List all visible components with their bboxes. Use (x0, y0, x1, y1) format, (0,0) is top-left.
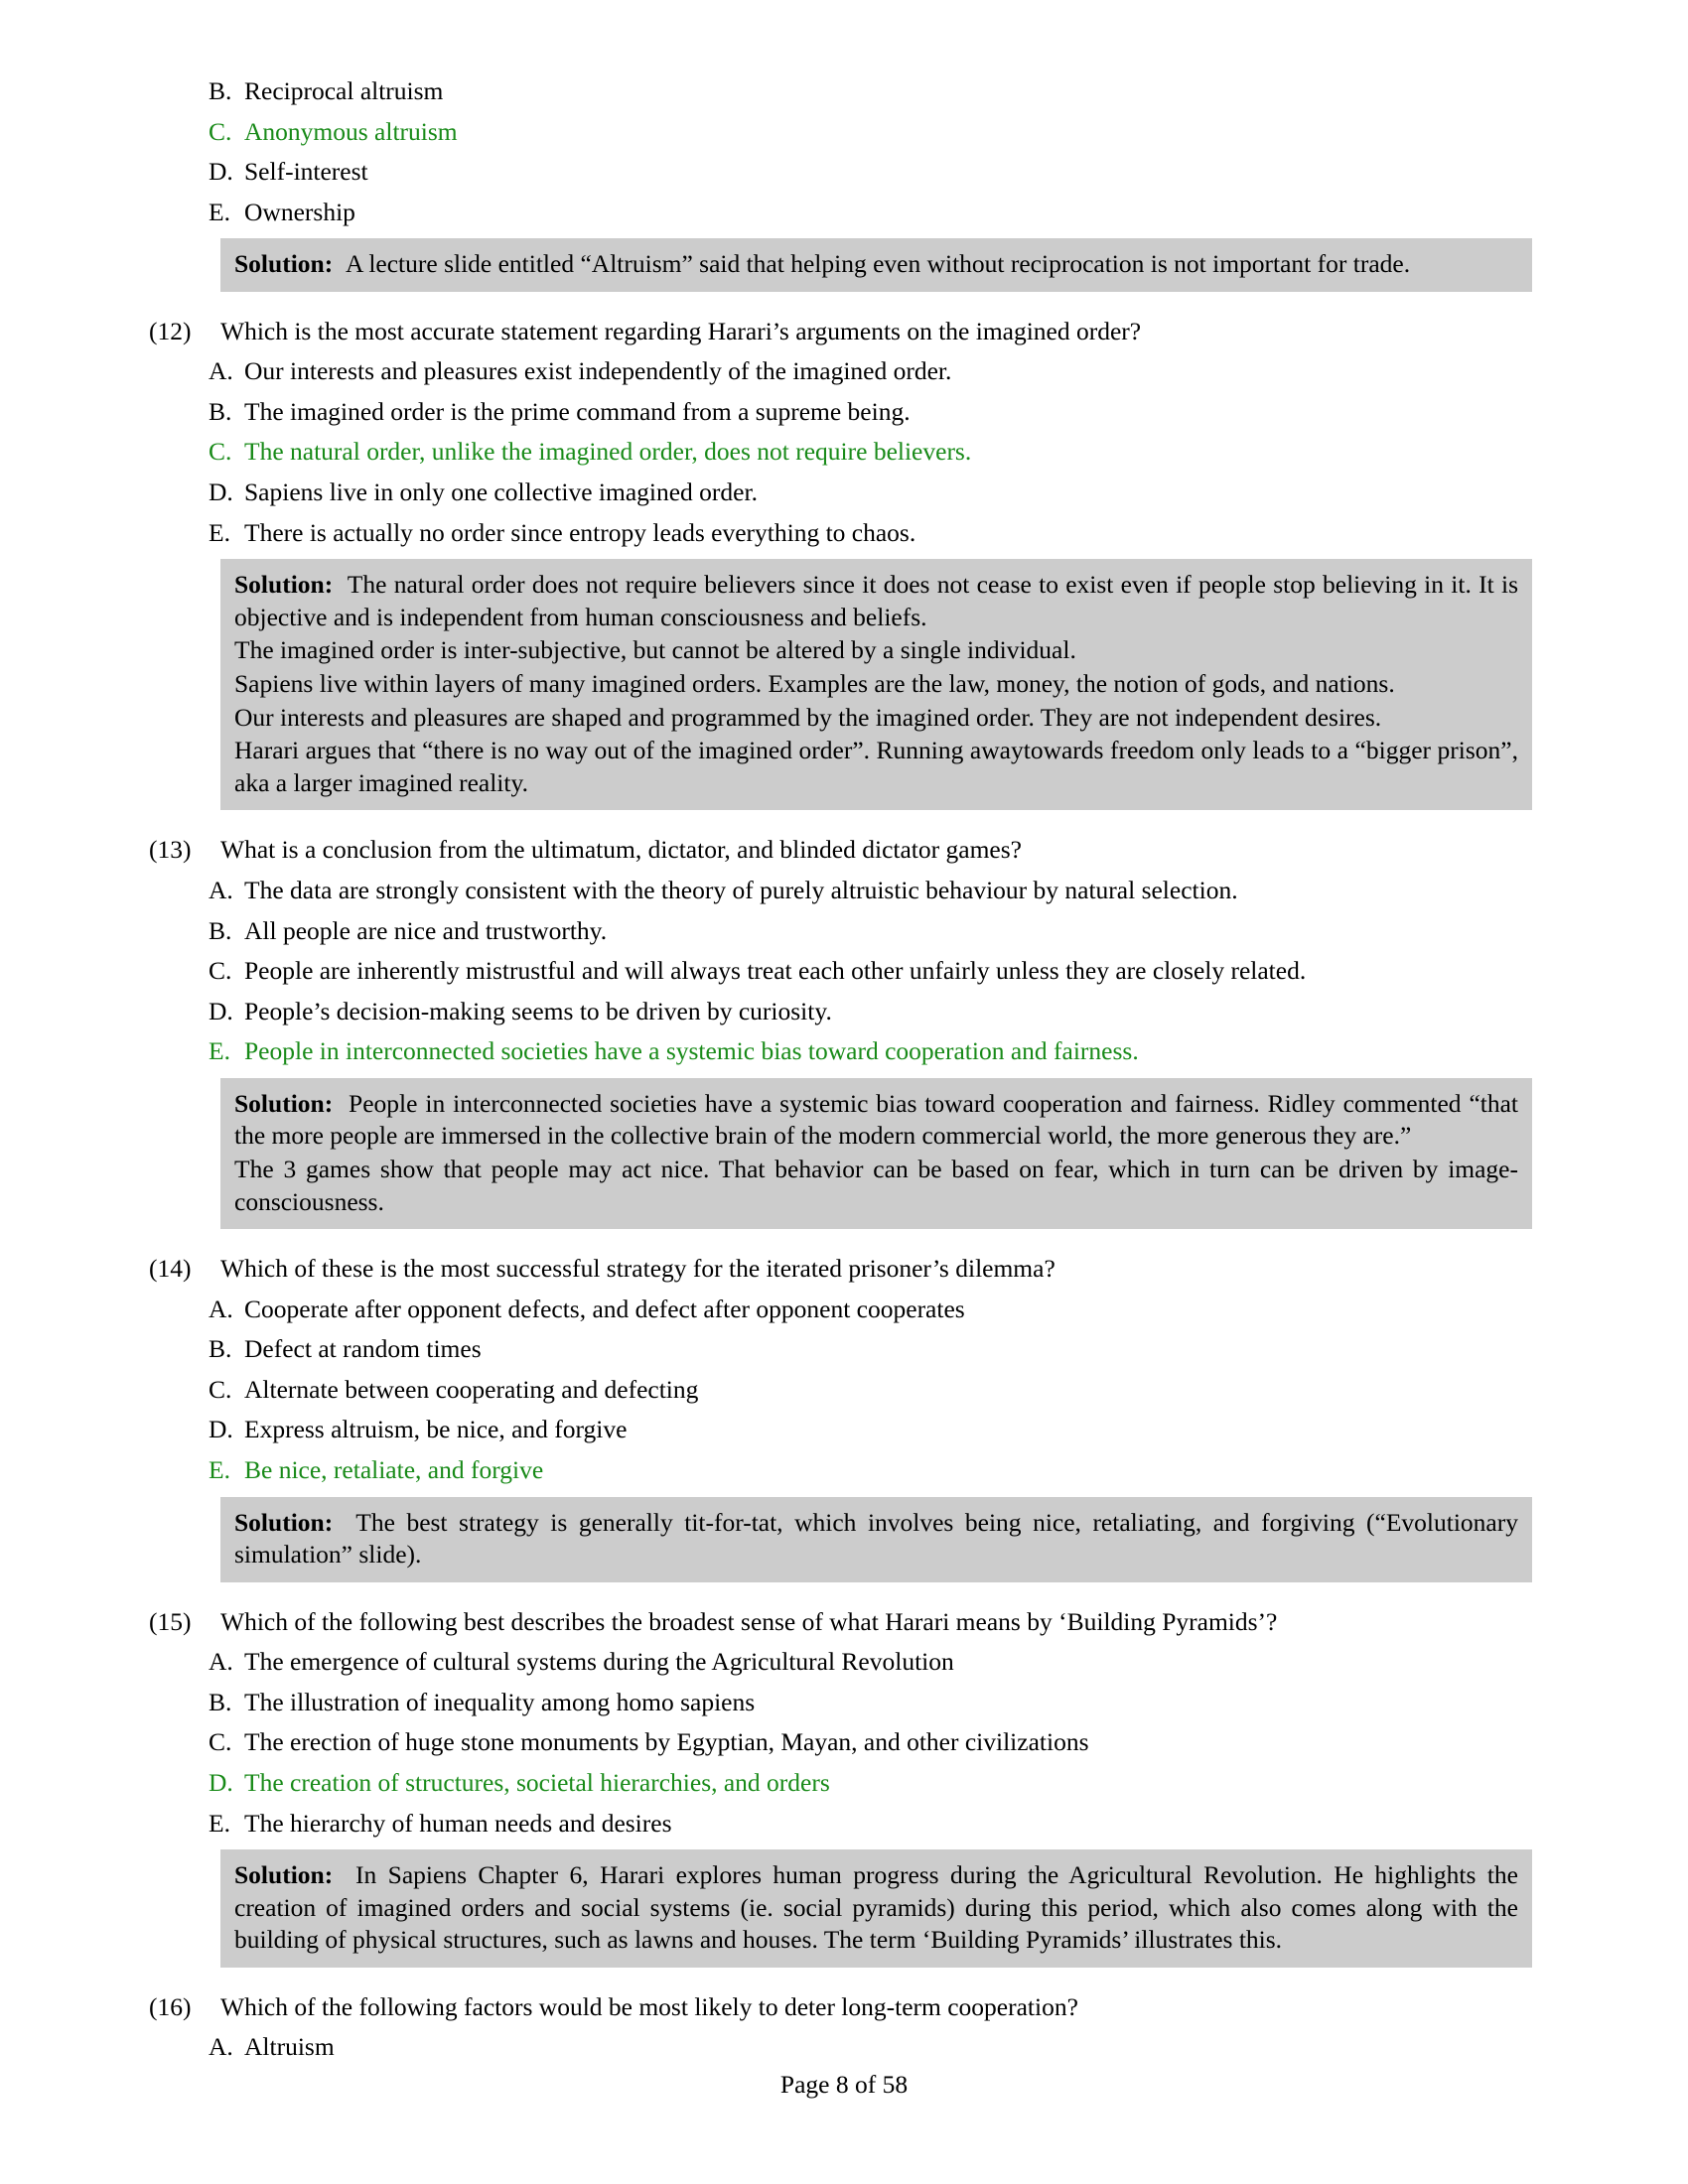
option-row (149, 2033, 1559, 2062)
option-text: Alternate between cooperating and defecting (244, 1374, 699, 1404)
solution-paragraph (234, 1154, 1518, 1218)
solution-paragraph (234, 634, 1518, 667)
option-letter: D. (209, 996, 233, 1025)
option-letter: B. (209, 1334, 232, 1364)
option-row (149, 877, 1559, 905)
option-row (149, 917, 1559, 946)
solution-box (220, 1497, 1532, 1582)
question-block (149, 1993, 1559, 2062)
option-letter: E. (209, 197, 230, 226)
option-text: The data are strongly consistent with the theory of purely altruistic behaviour by natural selection. (244, 876, 1238, 905)
page-content (149, 77, 1559, 2074)
questions-container (149, 318, 1559, 2062)
option-row (149, 118, 1559, 147)
option-letter: A. (209, 876, 233, 905)
solution-label: Solution: (234, 570, 334, 600)
solution-paragraph (234, 702, 1518, 735)
option-text: Reciprocal altruism (244, 76, 444, 105)
question-line (149, 318, 1559, 346)
option-row (149, 1769, 1559, 1798)
question-prompt: Which of the following factors would be most likely to deter long-term cooperation? (220, 1991, 1078, 2021)
option-letter: E. (209, 1808, 230, 1838)
solution-text: People in interconnected societies have a systemic bias toward cooperation and fairness. Ridley commented “that the more people are immersed in the collective brain of the modern commercial world, the more generous they are.” (234, 1088, 1519, 1151)
option-row (149, 957, 1559, 986)
solution-text: Sapiens live within layers of many imagined orders. Examples are the law, money, the notion of gods, and nations. (234, 668, 1395, 698)
option-letter: A. (209, 356, 233, 386)
option-row (149, 478, 1559, 507)
option-row (149, 158, 1559, 187)
option-text: The illustration of inequality among homo sapiens (244, 1687, 756, 1716)
question-line (149, 1255, 1559, 1284)
option-letter: C. (209, 116, 232, 146)
solution-paragraph (234, 569, 1518, 633)
option-letter: E. (209, 1036, 230, 1066)
continued-options-list (149, 77, 1559, 226)
option-letter: E. (209, 1454, 230, 1484)
option-text: There is actually no order since entropy leads everything to chaos. (244, 517, 916, 547)
option-row (149, 1296, 1559, 1324)
option-letter: A. (209, 1647, 233, 1677)
solution-text: The imagined order is inter-subjective, but cannot be altered by a single individual. (234, 635, 1076, 665)
question-number: (13) (149, 835, 192, 865)
option-text: Cooperate after opponent defects, and defect after opponent cooperates (244, 1294, 965, 1323)
option-text: Ownership (244, 197, 355, 226)
options-list (149, 877, 1559, 1066)
question-line (149, 1993, 1559, 2022)
question-prompt: Which of the following best describes the broadest sense of what Harari means by ‘Building Pyramids’? (220, 1606, 1278, 1636)
option-row (149, 1416, 1559, 1444)
option-text: Express altruism, be nice, and forgive (244, 1415, 628, 1444)
option-row (149, 1335, 1559, 1364)
question-block (149, 1608, 1559, 1968)
option-letter: A. (209, 1294, 233, 1323)
option-row (149, 519, 1559, 548)
option-row (149, 77, 1559, 106)
option-letter: B. (209, 76, 232, 105)
solution-box (220, 238, 1532, 292)
option-letter: D. (209, 1415, 233, 1444)
option-row (149, 357, 1559, 386)
option-text: All people are nice and trustworthy. (244, 915, 608, 945)
option-row (149, 438, 1559, 467)
option-text: The creation of structures, societal hierarchies, and orders (244, 1767, 830, 1797)
option-letter: B. (209, 396, 232, 426)
option-letter: A. (209, 2032, 233, 2062)
option-text: The natural order, unlike the imagined order, does not require believers. (244, 437, 972, 467)
option-letter: B. (209, 915, 232, 945)
option-text: The imagined order is the prime command from a supreme being. (244, 396, 911, 426)
solution-text: Our interests and pleasures are shaped and programmed by the imagined order. They are not independent desires. (234, 702, 1382, 732)
question-prompt: What is a conclusion from the ultimatum, dictator, and blinded dictator games? (220, 835, 1022, 865)
solution-paragraph (234, 668, 1518, 701)
option-text: Be nice, retaliate, and forgive (244, 1454, 544, 1484)
option-text: People are inherently mistrustful and will always treat each other unfairly unless they are closely related. (244, 956, 1307, 986)
page-footer (0, 2070, 1688, 2100)
options-list (149, 1648, 1559, 1838)
option-text: Defect at random times (244, 1334, 482, 1364)
question-prompt: Which is the most accurate statement regarding Harari’s arguments on the imagined order? (220, 316, 1142, 345)
solution-label: Solution: (234, 1860, 334, 1890)
question-line (149, 1608, 1559, 1637)
question-number: (12) (149, 316, 192, 345)
page-number-label: Page 8 of 58 (779, 2070, 909, 2099)
solution-box (220, 559, 1532, 810)
option-letter: D. (209, 1767, 233, 1797)
question-block (149, 318, 1559, 811)
option-letter: D. (209, 478, 233, 506)
option-letter: D. (209, 157, 233, 187)
option-row (149, 1689, 1559, 1717)
solution-label: Solution: (234, 249, 334, 279)
options-list (149, 1296, 1559, 1485)
option-text: People in interconnected societies have a systemic bias toward cooperation and fairness. (244, 1036, 1139, 1066)
option-row (149, 1810, 1559, 1839)
options-list (149, 2033, 1559, 2062)
option-letter: B. (209, 1687, 232, 1716)
option-row (149, 1037, 1559, 1066)
solution-text: The best strategy is generally tit-for-tat, which involves being nice, retaliating, and forgiving (“Evolutionary simulation” slide). (234, 1507, 1518, 1570)
option-row (149, 199, 1559, 227)
option-text: Our interests and pleasures exist independently of the imagined order. (244, 356, 952, 386)
solution-paragraph (234, 248, 1518, 281)
solution-label: Solution: (234, 1088, 334, 1118)
question-block (149, 1255, 1559, 1582)
solution-text: Harari argues that “there is no way out of the imagined order”. Running awaytowards freedom only leads to a “bigger prison”, aka a larger imagined reality. (234, 736, 1518, 797)
option-row (149, 1376, 1559, 1405)
option-row (149, 998, 1559, 1026)
question-block (149, 836, 1559, 1229)
option-text: People’s decision-making seems to be driven by curiosity. (244, 996, 832, 1025)
question-line (149, 836, 1559, 865)
solution-text: The natural order does not require believers since it does not cease to exist even if people stop believing in it. It is objective and is independent from human consciousness and beliefs. (234, 570, 1518, 631)
option-letter: C. (209, 956, 232, 986)
option-row (149, 1648, 1559, 1677)
option-text: Self-interest (244, 157, 368, 187)
solution-paragraph (234, 1088, 1518, 1153)
option-letter: C. (209, 1374, 232, 1404)
solution-text: In Sapiens Chapter 6, Harari explores human progress during the Agricultural Revolution. He highlights the creation of imagined orders and social systems (ie. social pyramids) during this period, which also comes along with the building of physical structures, such as lawns and houses. The term ‘Building Pyramids’ illustrates this. (234, 1860, 1519, 1955)
options-list (149, 357, 1559, 547)
question-number: (14) (149, 1254, 192, 1284)
solution-text: The 3 games show that people may act nice. That behavior can be based on fear, which in turn can be driven by image-consciousness. (234, 1155, 1518, 1216)
solution-box (220, 1849, 1532, 1968)
option-text: The emergence of cultural systems during the Agricultural Revolution (244, 1647, 954, 1677)
option-text: The hierarchy of human needs and desires (244, 1808, 672, 1838)
option-letter: E. (209, 517, 230, 547)
option-letter: C. (209, 1727, 232, 1757)
solution-box (220, 1078, 1532, 1230)
solution-paragraph (234, 1507, 1518, 1571)
solution-paragraph (234, 1859, 1518, 1957)
solution-paragraph (234, 735, 1518, 799)
option-text: The erection of huge stone monuments by Egyptian, Mayan, and other civilizations (244, 1727, 1089, 1757)
question-number: (16) (149, 1991, 192, 2021)
question-number: (15) (149, 1606, 192, 1636)
option-row (149, 1728, 1559, 1757)
option-text: Altruism (244, 2032, 335, 2062)
option-row (149, 398, 1559, 427)
option-text: Anonymous altruism (244, 116, 458, 146)
option-row (149, 1456, 1559, 1485)
option-letter: C. (209, 437, 232, 467)
option-text: Sapiens live in only one collective imagined order. (244, 478, 758, 506)
solution-label: Solution: (234, 1507, 334, 1537)
solution-text: A lecture slide entitled “Altruism” said that helping even without reciprocation is not important for trade. (345, 249, 1411, 279)
question-prompt: Which of these is the most successful strategy for the iterated prisoner’s dilemma? (220, 1254, 1055, 1284)
